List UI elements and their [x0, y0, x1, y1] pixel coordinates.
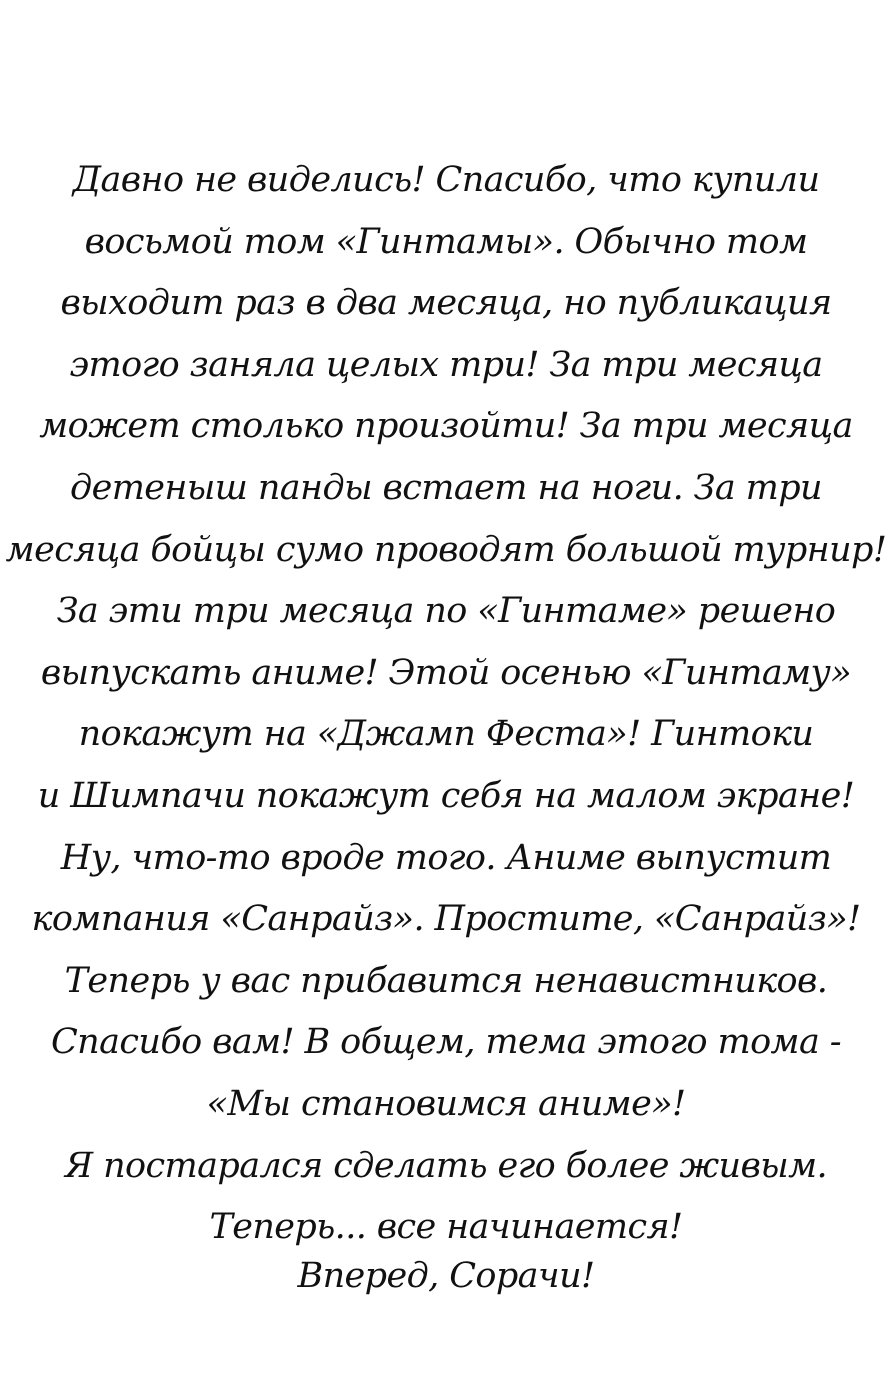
letter-line: выпускать аниме! Этой осенью «Гинтаму» [40, 652, 852, 693]
letter-line: выходит раз в два месяца, но публикация [60, 283, 832, 324]
letter-line: Спасибо вам! В общем, тема этого тома - [51, 1022, 841, 1063]
letter-line: «Мы становимся аниме»! [206, 1083, 686, 1124]
letter-line: Давно не виделись! Спасибо, что купили [72, 160, 820, 200]
handwritten-letter [0, 150, 892, 1259]
letter-line: и Шимпачи покажут себя на малом экране! [37, 775, 855, 816]
letter-line: Теперь... все начинается! [209, 1207, 683, 1248]
letter-line: может столько произойти! За три месяца [39, 406, 853, 447]
letter-line: этого заняла целых три! За три месяца [69, 344, 823, 385]
letter-line: детеныш панды встает на ноги. За три [70, 467, 822, 508]
signature: Вперед, Сорачи! [297, 1256, 595, 1296]
letter-line: Ну, что-то вроде того. Аниме выпустит [60, 837, 832, 878]
letter-line: Я постарался сделать его более живым. [64, 1145, 828, 1186]
letter-line: Теперь у вас прибавится ненавистников. [64, 960, 828, 1001]
letter-line: За эти три месяца по «Гинтаме» решено [56, 591, 836, 632]
letter-line: восьмой том «Гинтамы». Обычно том [84, 221, 808, 262]
letter-line: месяца бойцы сумо проводят большой турнир! [5, 529, 887, 570]
letter-line: компания «Санрайз». Простите, «Санрайз»! [31, 899, 861, 940]
letter-line: покажут на «Джамп Феста»! Гинтоки [78, 714, 814, 755]
